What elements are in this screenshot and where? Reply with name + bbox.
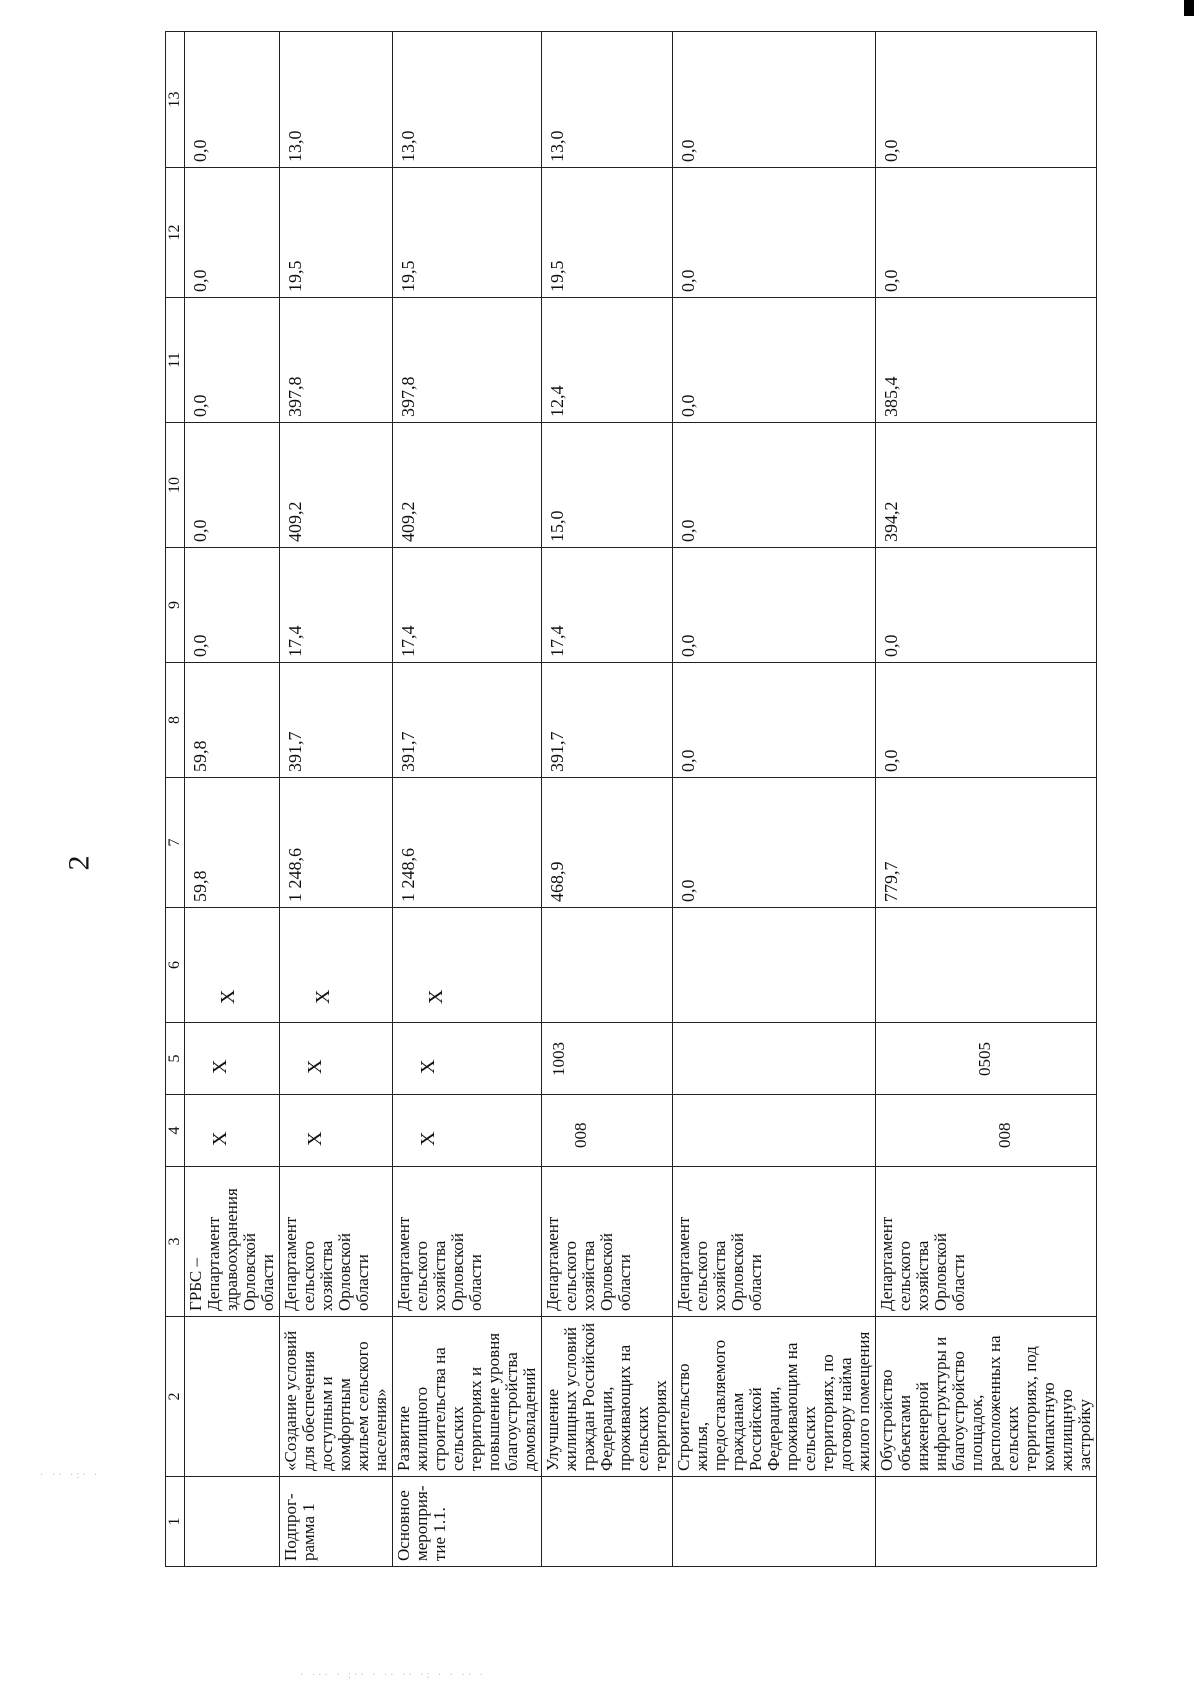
value-cell: 12,4 — [542, 298, 673, 423]
description-cell: «Создание условий для обеспечения доступным и комфортным жильем сельского населения» — [280, 1317, 393, 1477]
table-row — [876, 32, 1097, 1567]
executor-cell: Департамент сельского хозяйства Орловской области — [542, 1167, 673, 1317]
value-cell: 1 248,6 — [393, 778, 542, 908]
value-cell: 0,0 — [673, 32, 876, 168]
value-cell: 394,2 — [876, 423, 1097, 548]
value-cell: 409,2 — [280, 423, 393, 548]
scan-noise: · ··· · :·· · ·· ·· ·: · · ·· · — [300, 1670, 486, 1681]
value-cell: 59,8 — [185, 663, 280, 778]
grbs-code-cell: Х — [185, 1095, 280, 1167]
header-cell: 1 — [166, 1477, 185, 1567]
description-cell: Улучшение жилищных условий граждан Российской Федерации, проживающих на сельских территориях — [542, 1317, 673, 1477]
section-code-cell: Х — [185, 1023, 280, 1095]
value-cell: 0,0 — [876, 548, 1097, 663]
target-code-cell — [673, 908, 876, 1023]
description-cell: Строительство жилья, предоставляемого гражданам Российской Федерации, проживающим на сельских территориях, по договору найма жилого помещения — [673, 1317, 876, 1477]
target-code-cell — [876, 908, 1097, 1023]
target-code-cell — [542, 908, 673, 1023]
value-cell: 19,5 — [542, 168, 673, 298]
header-cell: 4 — [166, 1095, 185, 1167]
value-cell: 0,0 — [673, 423, 876, 548]
section-code-cell: Х — [393, 1023, 542, 1095]
section-code-cell: 0505 — [876, 1023, 1097, 1095]
header-cell: 9 — [166, 548, 185, 663]
value-cell: 15,0 — [542, 423, 673, 548]
value-cell: 0,0 — [185, 548, 280, 663]
value-cell: 468,9 — [542, 778, 673, 908]
header-cell: 11 — [166, 298, 185, 423]
header-cell: 5 — [166, 1023, 185, 1095]
section-code-cell: 1003 — [542, 1023, 673, 1095]
value-cell: 0,0 — [673, 778, 876, 908]
value-cell: 13,0 — [393, 32, 542, 168]
section-code-cell: Х — [280, 1023, 393, 1095]
executor-cell: Департамент сельского хозяйства Орловской области — [673, 1167, 876, 1317]
table-row — [673, 32, 876, 1567]
value-cell: 17,4 — [280, 548, 393, 663]
value-cell: 0,0 — [673, 548, 876, 663]
grbs-code-cell — [673, 1095, 876, 1167]
grbs-code-cell: 008 — [876, 1095, 1097, 1167]
target-code-cell: Х — [393, 908, 542, 1023]
grbs-code-cell: Х — [280, 1095, 393, 1167]
header-row — [166, 32, 185, 1567]
value-cell: 13,0 — [280, 32, 393, 168]
value-cell: 0,0 — [185, 298, 280, 423]
executor-cell: ГРБС – Департамент здравоохранения Орловской области — [185, 1167, 280, 1317]
rotated-table-container — [165, 32, 1094, 1567]
table-row — [280, 32, 393, 1567]
value-cell: 13,0 — [542, 32, 673, 168]
value-cell: 0,0 — [673, 168, 876, 298]
value-cell: 1 248,6 — [280, 778, 393, 908]
program-cell — [673, 1477, 876, 1567]
target-code-cell: Х — [280, 908, 393, 1023]
value-cell: 391,7 — [280, 663, 393, 778]
executor-cell: Департамент сельского хозяйства Орловской области — [280, 1167, 393, 1317]
value-cell: 0,0 — [876, 32, 1097, 168]
value-cell: 0,0 — [185, 168, 280, 298]
program-cell: Подпрог-рамма 1 — [280, 1477, 393, 1567]
header-cell: 6 — [166, 908, 185, 1023]
value-cell: 0,0 — [673, 298, 876, 423]
value-cell: 779,7 — [876, 778, 1097, 908]
table-row — [185, 32, 280, 1567]
value-cell: 0,0 — [185, 32, 280, 168]
header-cell: 3 — [166, 1167, 185, 1317]
program-cell — [542, 1477, 673, 1567]
program-cell — [185, 1477, 280, 1567]
header-cell: 13 — [166, 32, 185, 168]
value-cell: 17,4 — [393, 548, 542, 663]
scan-noise: · ·· ·:· · — [40, 1470, 101, 1481]
description-cell: Развитие жилищного строительства на сельских территориях и повышение уровня благоустройства домовладений — [393, 1317, 542, 1477]
grbs-code-cell: 008 — [542, 1095, 673, 1167]
header-cell: 10 — [166, 423, 185, 548]
value-cell: 17,4 — [542, 548, 673, 663]
value-cell: 0,0 — [876, 168, 1097, 298]
value-cell: 19,5 — [280, 168, 393, 298]
table-row — [393, 32, 542, 1567]
header-cell: 7 — [166, 778, 185, 908]
description-cell — [185, 1317, 280, 1477]
value-cell: 59,8 — [185, 778, 280, 908]
budget-table — [165, 31, 1097, 1567]
value-cell: 391,7 — [393, 663, 542, 778]
page-number: 2 — [62, 855, 96, 871]
description-cell: Обустройство объектами инженерной инфраструктуры и благоустройство площадок, расположенных на сельских территориях, под компактную жилищную застройку — [876, 1317, 1097, 1477]
scan-corner-mark — [1184, 0, 1194, 16]
value-cell: 385,4 — [876, 298, 1097, 423]
target-code-cell: Х — [185, 908, 280, 1023]
grbs-code-cell: Х — [393, 1095, 542, 1167]
header-cell: 2 — [166, 1317, 185, 1477]
value-cell: 409,2 — [393, 423, 542, 548]
section-code-cell — [673, 1023, 876, 1095]
value-cell: 397,8 — [280, 298, 393, 423]
header-cell: 12 — [166, 168, 185, 298]
value-cell: 0,0 — [876, 663, 1097, 778]
executor-cell: Департамент сельского хозяйства Орловской области — [393, 1167, 542, 1317]
program-cell — [876, 1477, 1097, 1567]
value-cell: 391,7 — [542, 663, 673, 778]
executor-cell: Департамент сельского хозяйства Орловской области — [876, 1167, 1097, 1317]
header-cell: 8 — [166, 663, 185, 778]
program-cell: Основное мероприя-тие 1.1. — [393, 1477, 542, 1567]
value-cell: 0,0 — [673, 663, 876, 778]
value-cell: 0,0 — [185, 423, 280, 548]
value-cell: 397,8 — [393, 298, 542, 423]
value-cell: 19,5 — [393, 168, 542, 298]
table-row — [542, 32, 673, 1567]
